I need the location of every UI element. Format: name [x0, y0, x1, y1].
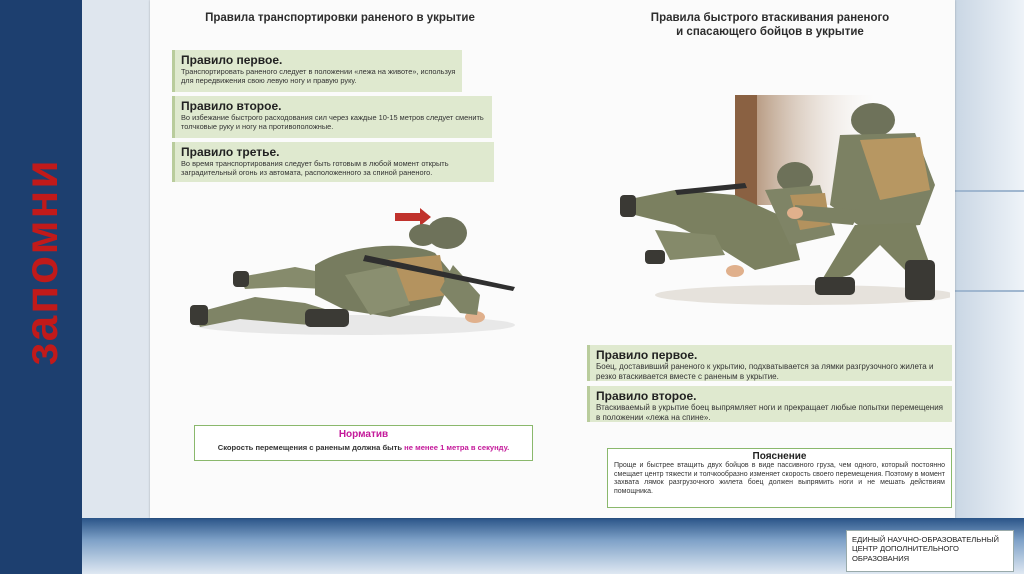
- explanation-box: [607, 448, 952, 508]
- rule-title: Правило третье.: [181, 145, 280, 159]
- explanation-title: Пояснение: [752, 451, 807, 462]
- norm-title: Норматив: [338, 429, 389, 440]
- logo-line-1: ЕДИНЫЙ НАУЧНО-ОБРАЗОВАТЕЛЬНЫЙ: [852, 535, 999, 544]
- rule-text: Во избежание быстрого расходования сил через каждые 10-15 метров следует сменить толчковые руку и ногу на противоположные.: [181, 113, 484, 131]
- left-rule-1: [172, 50, 462, 92]
- rule-title: Правило первое.: [596, 348, 698, 362]
- right-heading-line2: и спасающего бойцов в укрытие: [676, 26, 864, 38]
- organization-logo-box: [846, 530, 1014, 572]
- decoration-line: [954, 190, 1024, 192]
- rule-title: Правило второе.: [596, 389, 697, 403]
- right-rule-2: [587, 386, 952, 422]
- left-heading: Правила транспортировки раненого в укрытие: [205, 12, 475, 24]
- norm-text-highlight: не менее 1 метра в секунду.: [404, 443, 510, 452]
- explanation-text: Проще и быстрее втащить двух бойцов в виде пассивного груза, чем одного, который постоянно смещает центр тяжести и толчкообразно изменяет скорость своего перемещения. Поэтому в момент захвата лямок разгрузочного жилета боец должен выпрямить ноги и не мешать действиям помощника.: [614, 462, 945, 495]
- rule-text: Транспортировать раненого следует в положении «лежа на животе», используя для передвижения свою левую ногу и правую руку.: [181, 67, 456, 85]
- logo-line-3: ОБРАЗОВАНИЯ: [852, 553, 910, 563]
- rule-text: Боец, доставивший раненого к укрытию, подхватывается за лямки разгрузочного жилета и резко втаскивается вместе с раненым в укрытие.: [596, 362, 934, 381]
- right-decoration: [954, 0, 1024, 574]
- rule-text: Втаскиваемый в укрытие боец выпрямляет ноги и прекращает любые попытки перемещения в положении «лежа на спине».: [596, 403, 943, 422]
- norm-box: [194, 425, 533, 461]
- side-label: запомни: [15, 158, 67, 366]
- instruction-slide: [150, 0, 955, 518]
- rule-title: Правило первое.: [181, 53, 283, 67]
- right-heading-line1: Правила быстрого втаскивания раненого: [650, 12, 890, 24]
- norm-text: [195, 443, 532, 452]
- left-side-band: [0, 0, 82, 574]
- left-rule-2: [172, 96, 492, 138]
- norm-text-main: Скорость перемещения с раненым должна быть: [217, 443, 403, 452]
- rule-text: Во время транспортирования следует быть готовым в любой момент открыть заградительный огонь из автомата, расположенного за спиной раненого.: [181, 159, 449, 177]
- soldier-crawling-with-wounded-illustration: [185, 205, 530, 345]
- right-rule-1: [587, 345, 952, 381]
- soldier-dragging-two-soldiers-into-cover-illustration: [615, 95, 950, 335]
- rule-title: Правило второе.: [181, 99, 282, 113]
- decoration-line: [954, 290, 1024, 292]
- right-heading: [620, 11, 920, 39]
- left-rule-3: [172, 142, 494, 182]
- logo-line-2: ЦЕНТР ДОПОЛНИТЕЛЬНОГО: [852, 544, 959, 554]
